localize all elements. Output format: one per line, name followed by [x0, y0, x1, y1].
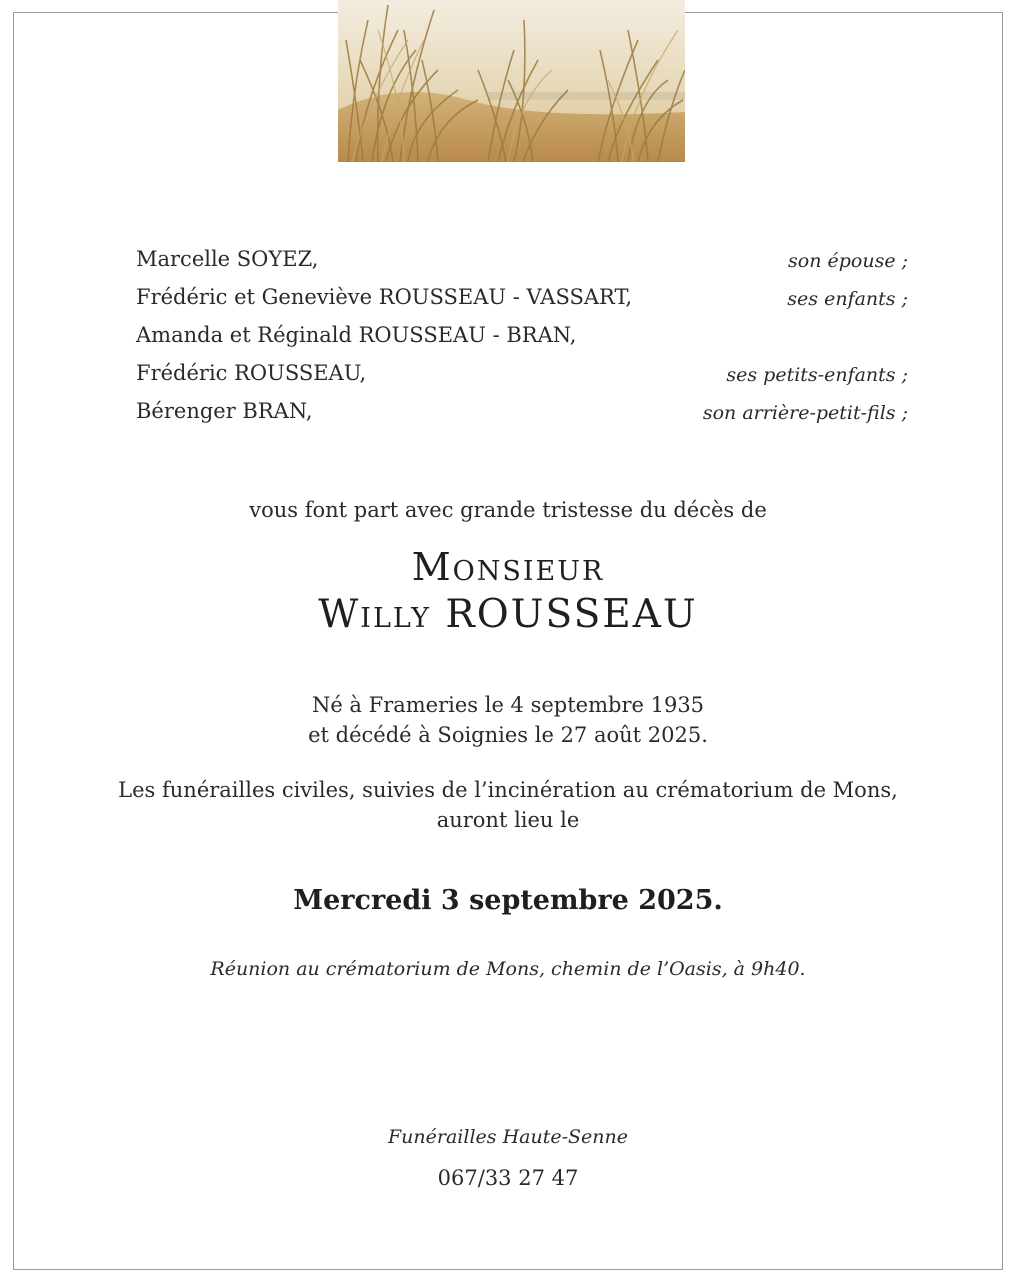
funeral-agency-name: Funérailles Haute-Senne: [388, 1126, 628, 1148]
family-row: [136, 278, 908, 316]
family-row: [136, 392, 908, 430]
deceased-given-name: Willy: [318, 592, 431, 637]
funeral-line-2: auront lieu le: [436, 808, 580, 832]
family-relation: son arrière-petit-fils ;: [702, 402, 908, 424]
family-name: Bérenger BRAN,: [136, 399, 313, 423]
page-border: [13, 12, 1003, 1270]
birth-line: Né à Frameries le 4 septembre 1935: [311, 693, 705, 717]
family-row: [136, 354, 908, 392]
meeting-info: Réunion au crématorium de Mons, chemin de l’Oasis, à 9h40.: [210, 958, 806, 980]
deceased-name: [13, 592, 1003, 637]
family-name: Frédéric ROUSSEAU,: [136, 361, 367, 385]
deceased-honorific: Monsieur: [411, 545, 605, 589]
family-relation: ses petits-enfants ;: [726, 364, 908, 386]
funeral-agency-phone: 067/33 27 47: [437, 1166, 579, 1190]
family-row: [136, 240, 908, 278]
family-name: Marcelle SOYEZ,: [136, 247, 319, 271]
deceased-surname: ROUSSEAU: [445, 592, 698, 637]
family-name: Frédéric et Geneviève ROUSSEAU - VASSART,: [136, 285, 633, 309]
funeral-line-1: Les funérailles civiles, suivies de l’incinération au crématorium de Mons,: [118, 778, 898, 802]
family-list: [136, 240, 908, 430]
announcement-text: vous font part avec grande tristesse du décès de: [249, 498, 767, 522]
family-name: Amanda et Réginald ROUSSEAU - BRAN,: [136, 323, 577, 347]
header-photo: [338, 0, 685, 162]
family-relation: son épouse ;: [788, 250, 908, 272]
family-relation: ses enfants ;: [787, 288, 908, 310]
family-row: [136, 316, 908, 354]
death-line: et décédé à Soignies le 27 août 2025.: [308, 723, 708, 747]
funeral-date: Mercredi 3 septembre 2025.: [293, 885, 723, 916]
